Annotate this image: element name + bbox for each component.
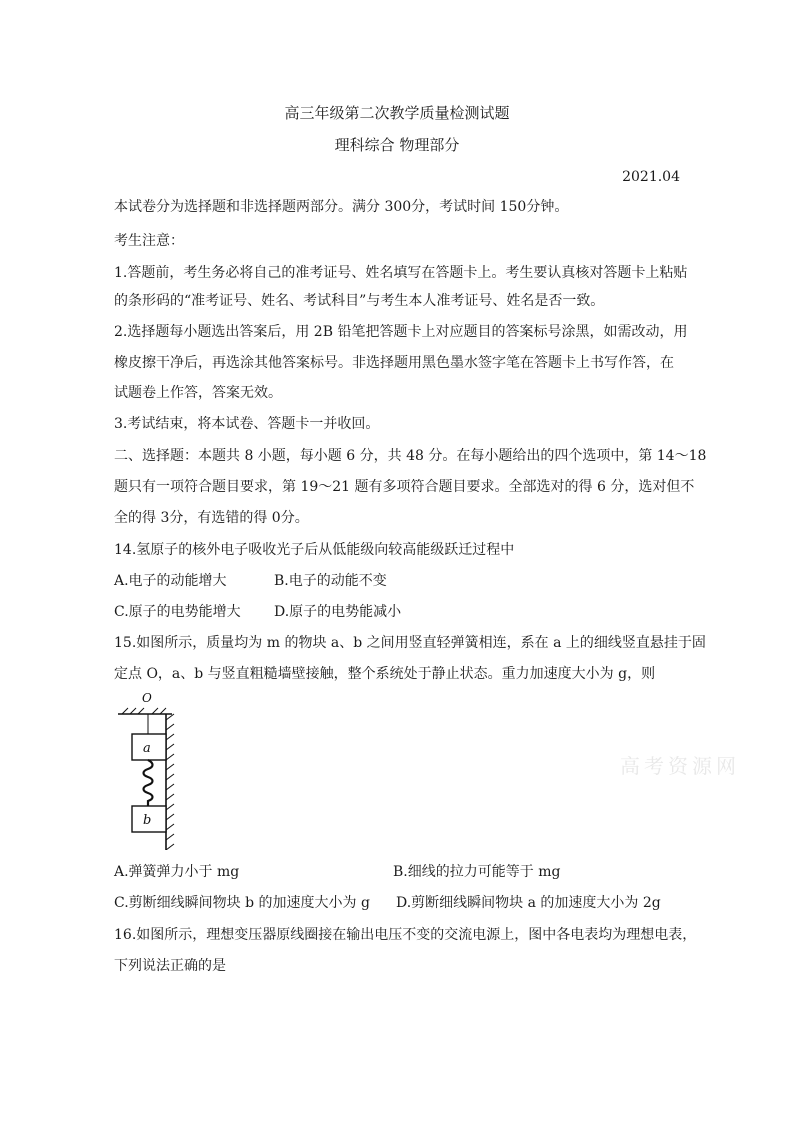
q15-option-d: D.剪断细线瞬间物块 a 的加速度大小为 2g (396, 895, 661, 911)
q15-option-a: A.弹簧弹力小于 mg (114, 864, 240, 880)
section-line: 题只有一项符合题目要求，第 19～21 题有多项符合题目要求。全部选对的得 6 分，选对但不 (114, 479, 695, 495)
notice-line: 橡皮擦干净后，再选涂其他答案标号。非选择题用黑色墨水签字笔在答题卡上书写作答，在 (114, 355, 674, 371)
notice-line: 2.选择题每小题选出答案后，用 2B 铅笔把答题卡上对应题目的答案标号涂黑，如需改动，用 (114, 324, 688, 340)
section-line: 二、选择题：本题共 8 小题，每小题 6 分，共 48 分。在每小题给出的四个选项中，第 14～18 (114, 448, 707, 464)
intro-text: 本试卷分为选择题和非选择题两部分。满分 300分，考试时间 150分钟。 (114, 199, 569, 215)
q14-option-b: B.电子的动能不变 (274, 573, 387, 589)
notice-line: 试题卷上作答，答案无效。 (114, 385, 282, 401)
exam-date: 2021.04 (622, 169, 680, 185)
notice-line: 1.答题前，考生务必将自己的准考证号、姓名填写在答题卡上。考生要认真核对答题卡上粘贴 (114, 265, 688, 281)
figure-wall-hatching (166, 714, 174, 850)
figure-ceiling-hatching (122, 708, 166, 714)
q16-stem: 16.如图所示，理想变压器原线圈接在输出电压不变的交流电源上，图中各电表均为理想电表， (114, 927, 697, 943)
notice-heading: 考生注意： (114, 233, 184, 249)
q15-stem: 15.如图所示，质量均为 m 的物块 a、b 之间用竖直轻弹簧相连，系在 a 上的细线竖直悬挂于固 (114, 635, 706, 651)
q15-spring-block-figure (114, 690, 194, 850)
q16-stem: 下列说法正确的是 (114, 958, 226, 974)
q15-option-b: B.细线的拉力可能等于 mg (393, 864, 561, 880)
q14-stem: 14.氢原子的核外电子吸收光子后从低能级向较高能级跃迁过程中 (114, 542, 515, 558)
page-subtitle: 理科综合 物理部分 (334, 136, 460, 154)
notice-line: 3.考试结束，将本试卷、答题卡一并收回。 (114, 416, 380, 432)
section-line: 全的得 3分，有选错的得 0分。 (114, 510, 309, 526)
notice-line: 的条形码的“准考证号、姓名、考试科目”与考生本人准考证号、姓名是否一致。 (114, 293, 605, 309)
page-title: 高三年级第二次教学质量检测试题 (284, 104, 510, 122)
q14-option-d: D.原子的电势能减小 (274, 604, 402, 620)
figure-spring (144, 760, 153, 806)
figure-block-a-label: a (143, 741, 151, 756)
q14-option-a: A.电子的动能增大 (114, 573, 227, 589)
q14-option-c: C.原子的电势能增大 (114, 604, 241, 620)
figure-point-o-label: O (142, 691, 152, 705)
q15-option-c: C.剪断细线瞬间物块 b 的加速度大小为 g (114, 895, 370, 911)
watermark: 高考资源网 (620, 754, 740, 778)
q15-stem: 定点 O，a、b 与竖直粗糙墙壁接触，整个系统处于静止状态。重力加速度大小为 g，则 (114, 666, 656, 682)
figure-block-b-label: b (143, 813, 152, 828)
